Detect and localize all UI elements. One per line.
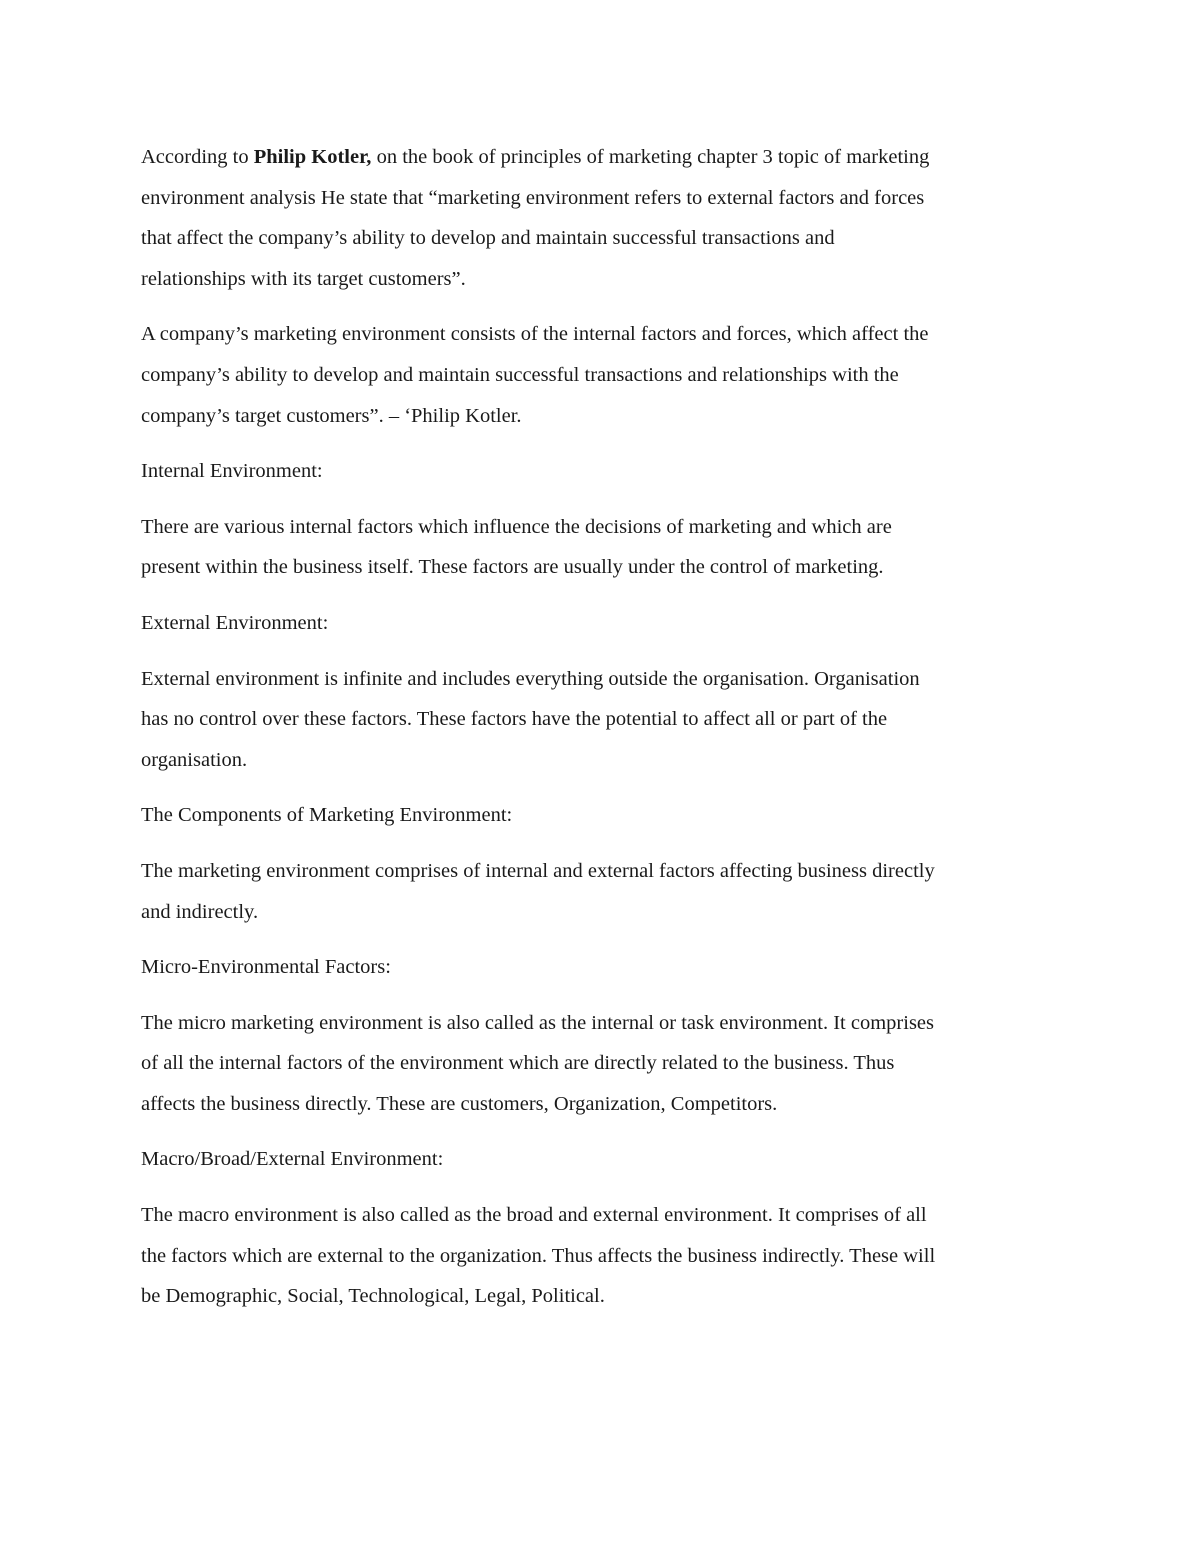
text-line: of all the internal factors of the environment which are directly related to the business. Thus (141, 1052, 895, 1075)
paragraph-components (141, 851, 1061, 932)
text-line: External environment is infinite and includes everything outside the organisation. Organisation (141, 667, 920, 690)
text-line: Internal Environment: (141, 460, 323, 483)
heading-macro-environment (141, 1139, 1061, 1180)
author-name-bold: Philip Kotler, (253, 146, 372, 168)
text-line: There are various internal factors which influence the decisions of marketing and which are (141, 515, 892, 538)
text-line: The Components of Marketing Environment: (141, 804, 513, 827)
heading-components (141, 795, 1061, 836)
heading-internal-environment (141, 451, 1061, 492)
paragraph-kotler-definition (141, 137, 1061, 299)
text-line: company’s target customers”. – ‘Philip Kotler. (141, 404, 522, 427)
text-line: relationships with its target customers”. (141, 267, 466, 290)
text-line: company’s ability to develop and maintain successful transactions and relationships with the (141, 363, 899, 386)
heading-micro-environmental-factors (141, 947, 1061, 988)
paragraph-company-environment (141, 314, 1061, 436)
paragraph-internal-environment (141, 507, 1061, 588)
text-line (141, 137, 1061, 178)
text-line: The marketing environment comprises of internal and external factors affecting business directly (141, 859, 935, 882)
text-run: on the book of principles of marketing chapter 3 topic of marketing (371, 146, 930, 168)
document-body (141, 137, 1061, 1332)
text-line: environment analysis He state that “marketing environment refers to external factors and forces (141, 186, 925, 209)
paragraph-macro-environment (141, 1195, 1061, 1317)
text-line: that affect the company’s ability to develop and maintain successful transactions and (141, 227, 835, 250)
text-line: affects the business directly. These are customers, Organization, Competitors. (141, 1092, 778, 1115)
text-line: organisation. (141, 748, 248, 771)
text-line: The macro environment is also called as the broad and external environment. It comprises of all (141, 1204, 927, 1227)
text-line: Macro/Broad/External Environment: (141, 1148, 444, 1171)
text-run: According to (141, 146, 254, 168)
paragraph-external-environment (141, 659, 1061, 781)
text-line: be Demographic, Social, Technological, Legal, Political. (141, 1285, 605, 1308)
text-line: External Environment: (141, 611, 329, 634)
heading-external-environment (141, 603, 1061, 644)
text-line: and indirectly. (141, 900, 259, 923)
paragraph-micro-environment (141, 1003, 1061, 1125)
text-line: present within the business itself. These factors are usually under the control of marketing. (141, 556, 884, 579)
text-line: the factors which are external to the organization. Thus affects the business indirectly. These will (141, 1244, 936, 1267)
text-line: Micro-Environmental Factors: (141, 956, 391, 979)
text-line: has no control over these factors. These factors have the potential to affect all or part of the (141, 708, 888, 731)
text-line: A company’s marketing environment consists of the internal factors and forces, which affect the (141, 323, 929, 346)
text-line: The micro marketing environment is also called as the internal or task environment. It comprises (141, 1011, 935, 1034)
